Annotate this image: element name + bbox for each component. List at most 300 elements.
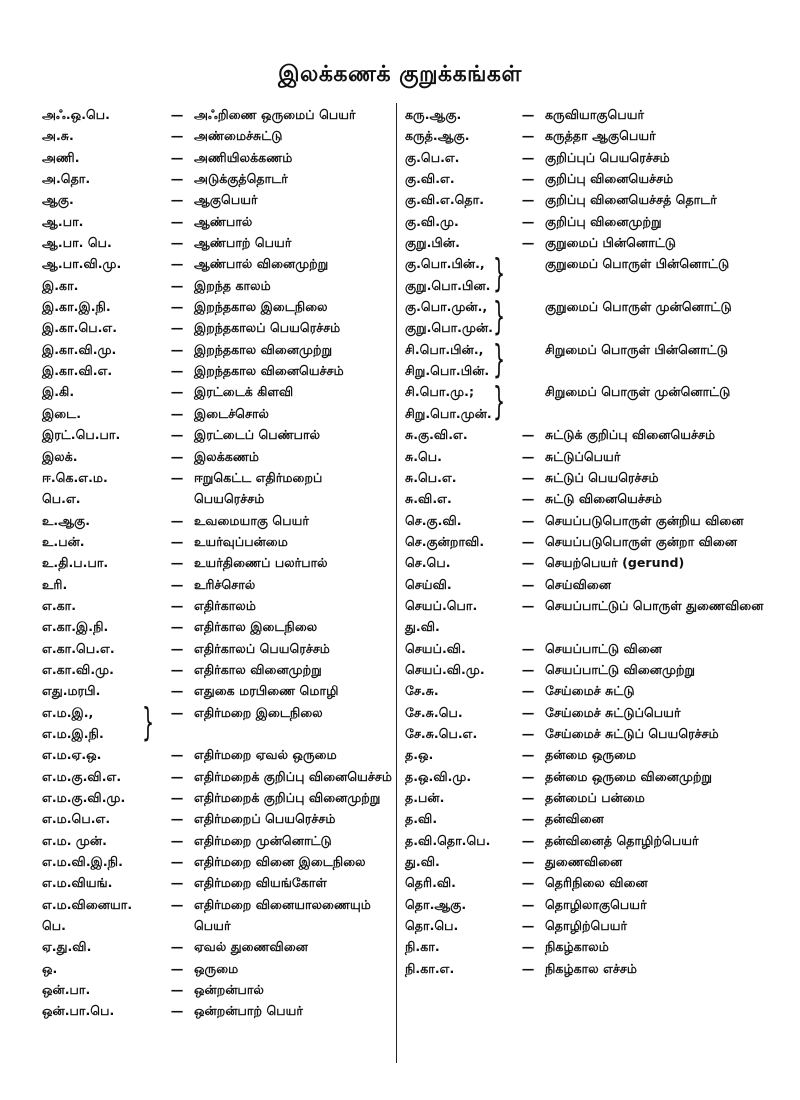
abbreviation	[42, 659, 160, 680]
abbreviation-entry	[405, 446, 765, 467]
brace-symbol: }	[492, 251, 505, 296]
abbreviation-entry	[42, 168, 392, 189]
expansion: எதிர்மறை ஏவல் ஒருமை	[194, 747, 337, 763]
column-divider	[396, 103, 397, 1063]
dash-separator: —	[170, 427, 184, 443]
dash-separator: —	[521, 512, 535, 528]
expansion: ஒருமை	[194, 960, 239, 976]
abbreviation	[42, 552, 160, 573]
expansion: உயர்வுப்பன்மை	[194, 533, 288, 549]
dash-separator: —	[521, 171, 535, 187]
abbreviation	[42, 317, 160, 338]
abbreviation-entry	[405, 147, 765, 168]
dash-separator: —	[170, 597, 184, 613]
abbreviation	[42, 381, 160, 402]
abbreviation-entry	[42, 211, 392, 232]
abbreviation	[42, 360, 160, 381]
abbreviation	[42, 296, 160, 317]
abbreviation	[42, 958, 160, 979]
dash-separator: —	[521, 704, 535, 720]
left-column	[42, 104, 392, 1022]
abbreviation-line: தொ.ஆகு.	[405, 896, 467, 912]
abbreviation	[42, 531, 160, 552]
abbreviation-entry	[42, 125, 392, 146]
dash-separator: —	[170, 555, 184, 571]
abbreviation-line: எ.ம.வியங்.	[42, 875, 113, 891]
abbreviation-entry	[42, 253, 392, 274]
abbreviation	[405, 915, 511, 936]
expansion: ஒன்றன்பாற் பெயர்	[194, 1003, 304, 1019]
abbreviation-line: இடை.	[42, 405, 81, 421]
dash-separator: —	[170, 277, 184, 293]
abbreviation	[405, 787, 511, 808]
dash-separator: —	[521, 918, 535, 934]
right-column	[405, 104, 765, 979]
abbreviation-line: கு.வி.எ.தொ.	[405, 192, 484, 208]
abbreviation-entry	[42, 360, 392, 381]
abbreviation-entry	[42, 574, 392, 595]
dash-separator: —	[521, 107, 535, 122]
abbreviation	[42, 446, 160, 467]
expansion: சுட்டுப் பெயரெச்சம்	[545, 469, 659, 485]
abbreviation	[405, 232, 511, 253]
expansion: செய்வினை	[545, 576, 612, 592]
abbreviation-entry	[42, 958, 392, 979]
dash-separator: —	[521, 192, 535, 208]
dash-separator: —	[170, 213, 184, 229]
abbreviation	[405, 595, 511, 638]
abbreviation-entry	[405, 958, 765, 979]
abbreviation	[42, 744, 160, 765]
abbreviation	[42, 680, 160, 701]
expansion: உயர்திணைப் பலர்பால்	[194, 555, 328, 571]
abbreviation	[405, 104, 511, 125]
dash-separator: —	[170, 192, 184, 208]
expansion: எதிர்மறை வினை இடைநிலை	[194, 854, 366, 870]
dash-separator: —	[170, 576, 184, 592]
abbreviation-line: ஆ.பா.	[42, 213, 84, 229]
expansion: குறிப்புப் பெயரெச்சம்	[545, 149, 670, 165]
dash-separator: —	[170, 768, 184, 784]
dash-separator: —	[521, 533, 535, 549]
abbreviation-line: கரு.ஆகு.	[405, 107, 462, 122]
abbreviation-entry	[42, 979, 392, 1000]
abbreviation	[42, 424, 160, 445]
abbreviation	[405, 808, 511, 829]
abbreviation	[405, 336, 511, 382]
abbreviation	[42, 830, 160, 851]
abbreviation-entry	[405, 680, 765, 701]
abbreviation-entry	[405, 894, 765, 915]
abbreviation-line: த.ஒ.	[405, 747, 434, 763]
abbreviation-line: செயப்.பொ.	[405, 597, 478, 613]
dash-separator: —	[170, 512, 184, 528]
abbreviation-entry	[42, 104, 392, 125]
abbreviation-line: செயப்.வி.மு.	[405, 661, 485, 677]
expansion: குறுமைப் பொருள் முன்னொட்டு	[545, 299, 732, 315]
expansion: இரட்டைக் கிளவி	[194, 384, 294, 400]
abbreviation-line: எ.ம. முன்.	[42, 832, 107, 848]
abbreviation-entry	[405, 595, 765, 638]
dash-separator: —	[170, 256, 184, 272]
abbreviation-line: த.ஒ.வி.மு.	[405, 768, 472, 784]
abbreviation-entry	[42, 446, 392, 467]
abbreviation	[405, 851, 511, 872]
dash-separator: —	[170, 875, 184, 891]
abbreviation	[42, 232, 160, 253]
abbreviation-entry	[405, 424, 765, 445]
abbreviation-line: சி.பொ.மு.;	[405, 384, 474, 400]
abbreviation-entry	[405, 830, 765, 851]
abbreviation-entry	[42, 339, 392, 360]
abbreviation-line: எ.ம.வி.இ.நி.	[42, 854, 123, 870]
dash-separator: —	[170, 341, 184, 357]
abbreviation-line: சே.சு.பெ.	[405, 704, 463, 720]
abbreviation-line: செ.குன்றாவி.	[405, 533, 485, 549]
abbreviation-line: இ.கி.	[42, 384, 75, 400]
abbreviation-entry	[42, 766, 392, 787]
abbreviation-entry	[42, 296, 392, 317]
abbreviation-entry	[42, 872, 392, 893]
abbreviation-entry	[42, 552, 392, 573]
abbreviation-line: து.வி.	[405, 619, 440, 635]
abbreviation	[405, 574, 511, 595]
dash-separator: —	[170, 661, 184, 677]
abbreviation-line: ஏ.து.வி.	[42, 939, 92, 955]
abbreviation	[405, 510, 511, 531]
abbreviation-line: சு.கு.வி.எ.	[405, 427, 468, 443]
abbreviation-entry	[42, 851, 392, 872]
dash-separator: —	[170, 960, 184, 976]
dash-separator: —	[521, 448, 535, 464]
expansion: அணியிலக்கணம்	[194, 149, 293, 165]
abbreviation	[405, 446, 511, 467]
expansion: செயப்பாட்டு வினைமுற்று	[545, 661, 696, 677]
brace-symbol: }	[492, 294, 505, 339]
abbreviation-line: நி.கா.	[405, 939, 440, 955]
abbreviation	[42, 979, 160, 1000]
abbreviation-line: இ.கா.வி.மு.	[42, 341, 117, 357]
abbreviation-line: கு.பெ.எ.	[405, 149, 460, 165]
abbreviation-entry	[42, 744, 392, 765]
abbreviation-line: ஒன்.பா.பெ.	[42, 1003, 115, 1019]
abbreviation-entry	[405, 552, 765, 573]
expansion: ஆகுபெயர்	[194, 192, 258, 208]
abbreviation-line: இலக்.	[42, 448, 78, 464]
abbreviation-entry	[405, 336, 765, 382]
abbreviation	[42, 574, 160, 595]
abbreviation-line: சே.சு.	[405, 683, 439, 699]
abbreviation	[405, 830, 511, 851]
dash-separator: —	[521, 427, 535, 443]
abbreviation	[405, 680, 511, 701]
abbreviation	[42, 787, 160, 808]
dash-separator: —	[521, 576, 535, 592]
dash-separator: —	[521, 661, 535, 677]
expansion: சிறுமைப் பொருள் முன்னொட்டு	[545, 384, 731, 400]
expansion: எதுகை மரபிணை மொழி	[194, 683, 339, 699]
abbreviation-entry	[405, 510, 765, 531]
abbreviation	[42, 339, 160, 360]
abbreviation	[42, 104, 160, 125]
abbreviation-line: அணி.	[42, 149, 80, 165]
expansion: எதிர்காலம்	[194, 597, 256, 613]
abbreviation	[405, 211, 511, 232]
abbreviation-entry	[405, 723, 765, 744]
abbreviation-line: அ.தொ.	[42, 171, 91, 187]
expansion: குறிப்பு வினையெச்சம்	[545, 171, 674, 187]
dash-separator: —	[521, 213, 535, 229]
abbreviation	[405, 424, 511, 445]
abbreviation-line: கு.வி.எ.	[405, 171, 455, 187]
abbreviation	[42, 851, 160, 872]
expansion: இடைச்சொல்	[194, 405, 269, 421]
abbreviation-entry	[405, 104, 765, 125]
dash-separator: —	[521, 640, 535, 656]
abbreviation-line: சிறு.பொ.முன்.	[405, 405, 492, 421]
expansion: செயப்பாட்டு வினை	[545, 640, 663, 656]
abbreviation-line: உ.பன்.	[42, 533, 85, 549]
abbreviation-entry	[42, 680, 392, 701]
abbreviation-entry	[42, 616, 392, 637]
abbreviation-entry	[42, 424, 392, 445]
expansion: தன்மைப் பன்மை	[545, 790, 645, 805]
abbreviation-entry	[405, 467, 765, 488]
abbreviation-line: இ.கா.	[42, 277, 79, 293]
abbreviation-line: சிறு.பொ.பின்.	[405, 363, 490, 379]
expansion: ஆண்பாற் பெயர்	[194, 235, 292, 251]
dash-separator: —	[521, 939, 535, 955]
brace-symbol: }	[492, 336, 505, 381]
dash-separator: —	[521, 832, 535, 848]
abbreviation-line: ஈ.கெ.எ.ம.	[42, 469, 108, 485]
dash-separator: —	[170, 896, 184, 912]
dash-separator: —	[521, 768, 535, 784]
abbreviation-line: அஃ.ஒ.பெ.	[42, 107, 110, 122]
abbreviation-entry	[42, 699, 392, 745]
expansion: இறந்தகாலப் பெயரெச்சம்	[194, 320, 341, 336]
abbreviation	[42, 125, 160, 146]
dash-separator: —	[521, 597, 535, 613]
abbreviation-line: சு.வி.எ.	[405, 491, 452, 507]
dash-separator: —	[170, 832, 184, 848]
expansion: செயப்பாட்டுப் பொருள் துணைவினை	[545, 597, 764, 613]
expansion: செயற்பெயர் (gerund)	[545, 555, 685, 571]
abbreviation	[42, 1000, 160, 1021]
abbreviation	[405, 296, 511, 339]
abbreviation-entry	[405, 125, 765, 146]
abbreviation-entry	[405, 872, 765, 893]
dash-separator: —	[521, 128, 535, 144]
abbreviation	[405, 467, 511, 488]
abbreviation-line: ஆகு.	[42, 192, 74, 208]
expansion: எதிர்மறைப் பெயரெச்சம்	[194, 811, 336, 827]
abbreviation-entry	[42, 830, 392, 851]
expansion: தன்மை ஒருமை வினைமுற்று	[545, 768, 713, 784]
abbreviation	[42, 253, 160, 274]
abbreviation	[42, 808, 160, 829]
abbreviation-line: குறு.பொ.முன்.	[405, 320, 493, 336]
abbreviation-line: ஆ.பா.வி.மு.	[42, 256, 122, 272]
dash-separator: —	[521, 960, 535, 976]
abbreviation-line: கு.பொ.பின்.,	[405, 256, 485, 272]
abbreviation-line: எ.ம.இ.,	[42, 704, 94, 720]
abbreviation-line: எ.ம.ஏ.ஒ.	[42, 747, 102, 763]
expansion: ஏவல் துணைவினை	[194, 939, 309, 955]
dash-separator: —	[170, 854, 184, 870]
abbreviation-entry	[405, 936, 765, 957]
expansion: கருத்தா ஆகுபெயர்	[545, 128, 656, 144]
abbreviation	[405, 766, 511, 787]
abbreviation-line: எது.மரபி.	[42, 683, 101, 699]
expansion: சேய்மைச் சுட்டுப்பெயர்	[545, 704, 681, 720]
expansion: ஈறுகெட்ட எதிர்மறைப் பெயரெச்சம்	[194, 469, 323, 507]
abbreviation	[405, 936, 511, 957]
abbreviation	[42, 936, 160, 957]
expansion: இரட்டைப் பெண்பால்	[194, 427, 321, 443]
abbreviation-line: எ.கா.இ.நி.	[42, 619, 109, 635]
abbreviation	[42, 189, 160, 210]
abbreviation-entry	[405, 702, 765, 723]
expansion: எதிர்மறை வினையாலணையும் பெயர்	[194, 896, 371, 934]
abbreviation-line: உ.ஆகு.	[42, 512, 91, 528]
brace-symbol: }	[141, 699, 154, 744]
dash-separator: —	[170, 790, 184, 805]
abbreviation-line: சே.சு.பெ.எ.	[405, 725, 478, 741]
dash-separator: —	[521, 555, 535, 571]
dash-separator: —	[170, 363, 184, 379]
abbreviation-line: எ.ம.கு.வி.எ.	[42, 768, 122, 784]
dash-separator: —	[521, 811, 535, 827]
abbreviation-entry	[42, 147, 392, 168]
abbreviation	[405, 253, 511, 296]
abbreviation-entry	[42, 808, 392, 829]
abbreviation-entry	[405, 488, 765, 509]
expansion: கருவியாகுபெயர்	[545, 107, 645, 122]
abbreviation-line: ஒ.	[42, 960, 58, 976]
expansion: அடுக்குத்தொடர்	[194, 171, 288, 187]
abbreviation-entry	[42, 638, 392, 659]
abbreviation	[405, 488, 511, 509]
dash-separator: —	[521, 491, 535, 507]
dash-separator: —	[170, 405, 184, 421]
abbreviation-line: செய்வி.	[405, 576, 452, 592]
abbreviation-line: பெ.	[42, 918, 66, 934]
abbreviation-entry	[405, 744, 765, 765]
abbreviation	[42, 467, 160, 510]
abbreviation-entry	[42, 381, 392, 402]
expansion: துணைவினை	[545, 854, 623, 870]
dash-separator: —	[521, 725, 535, 741]
abbreviation-entry	[405, 189, 765, 210]
abbreviation-line: செ.கு.வி.	[405, 512, 462, 528]
expansion: எதிர்காலப் பெயரெச்சம்	[194, 640, 330, 656]
abbreviation-line: எ.ம.பெ.எ.	[42, 811, 111, 827]
abbreviation-entry	[405, 851, 765, 872]
expansion: உரிச்சொல்	[194, 576, 256, 592]
dash-separator: —	[170, 149, 184, 165]
dash-separator: —	[521, 747, 535, 763]
dash-separator: —	[170, 448, 184, 464]
dash-separator: —	[170, 619, 184, 635]
expansion: நிகழ்காலம்	[545, 939, 609, 955]
abbreviation-entry	[405, 766, 765, 787]
abbreviation	[42, 595, 160, 616]
abbreviation	[405, 638, 511, 659]
abbreviation	[42, 638, 160, 659]
expansion: இறந்தகால வினையெச்சம்	[194, 363, 344, 379]
expansion: குறிப்பு வினைமுற்று	[545, 213, 662, 229]
dash-separator: —	[170, 704, 184, 720]
expansion: இறந்தகால வினைமுற்று	[194, 341, 333, 357]
expansion: ஆண்பால்	[194, 213, 253, 229]
abbreviation-line: எ.ம.வினையா.	[42, 896, 133, 912]
abbreviation-entry	[405, 659, 765, 680]
expansion: ஒன்றன்பால்	[194, 982, 264, 998]
abbreviation	[405, 894, 511, 915]
expansion: தன்மை ஒருமை	[545, 747, 637, 763]
dash-separator: —	[170, 811, 184, 827]
abbreviation	[405, 958, 511, 979]
expansion: சேய்மைச் சுட்டு	[545, 683, 635, 699]
abbreviation	[42, 510, 160, 531]
dash-separator: —	[170, 320, 184, 336]
expansion: சுட்டுப்பெயர்	[545, 448, 621, 464]
abbreviation-entry	[405, 574, 765, 595]
abbreviation	[405, 125, 511, 146]
dash-separator: —	[521, 469, 535, 485]
brace-symbol: }	[492, 379, 505, 424]
expansion: சுட்டுக் குறிப்பு வினையெச்சம்	[545, 427, 716, 443]
abbreviation	[405, 168, 511, 189]
expansion: செயப்படுபொருள் குன்றிய வினை	[545, 512, 744, 528]
abbreviation	[42, 403, 160, 424]
abbreviation-line: எ.ம.இ.நி.	[42, 725, 104, 741]
dash-separator: —	[521, 235, 535, 251]
abbreviation-line: தெரி.வி.	[405, 875, 456, 891]
abbreviation-line: இ.கா.இ.நி.	[42, 299, 111, 315]
expansion: குறுமைப் பின்னொட்டு	[545, 235, 677, 251]
expansion: தன்வினை	[545, 811, 604, 827]
abbreviation	[42, 168, 160, 189]
abbreviation-line: செயப்.வி.	[405, 640, 466, 656]
dash-separator: —	[521, 790, 535, 805]
abbreviation-entry	[405, 232, 765, 253]
abbreviation-entry	[405, 787, 765, 808]
dash-separator: —	[170, 107, 184, 122]
dash-separator: —	[521, 854, 535, 870]
abbreviation-entry	[405, 808, 765, 829]
abbreviation-entry	[42, 595, 392, 616]
expansion: அண்மைச்சுட்டு	[194, 128, 283, 144]
abbreviation-entry	[405, 915, 765, 936]
expansion: அஃறிணை ஒருமைப் பெயர்	[194, 107, 356, 122]
abbreviation-line: நி.கா.எ.	[405, 960, 455, 976]
dash-separator: —	[521, 149, 535, 165]
abbreviation-entry	[42, 232, 392, 253]
expansion: சேய்மைச் சுட்டுப் பெயரெச்சம்	[545, 725, 719, 741]
abbreviation-line: சி.பொ.பின்.,	[405, 341, 484, 357]
dash-separator: —	[521, 875, 535, 891]
abbreviation-entry	[42, 659, 392, 680]
expansion: இறந்த காலம்	[194, 277, 271, 293]
expansion: குறிப்பு வினையெச்சத் தொடர்	[545, 192, 717, 208]
abbreviation-line: கருத்.ஆகு.	[405, 128, 470, 144]
abbreviation-entry	[42, 189, 392, 210]
abbreviation-line: ஒன்.பா.	[42, 982, 91, 998]
dash-separator: —	[170, 235, 184, 251]
dash-separator: —	[170, 939, 184, 955]
